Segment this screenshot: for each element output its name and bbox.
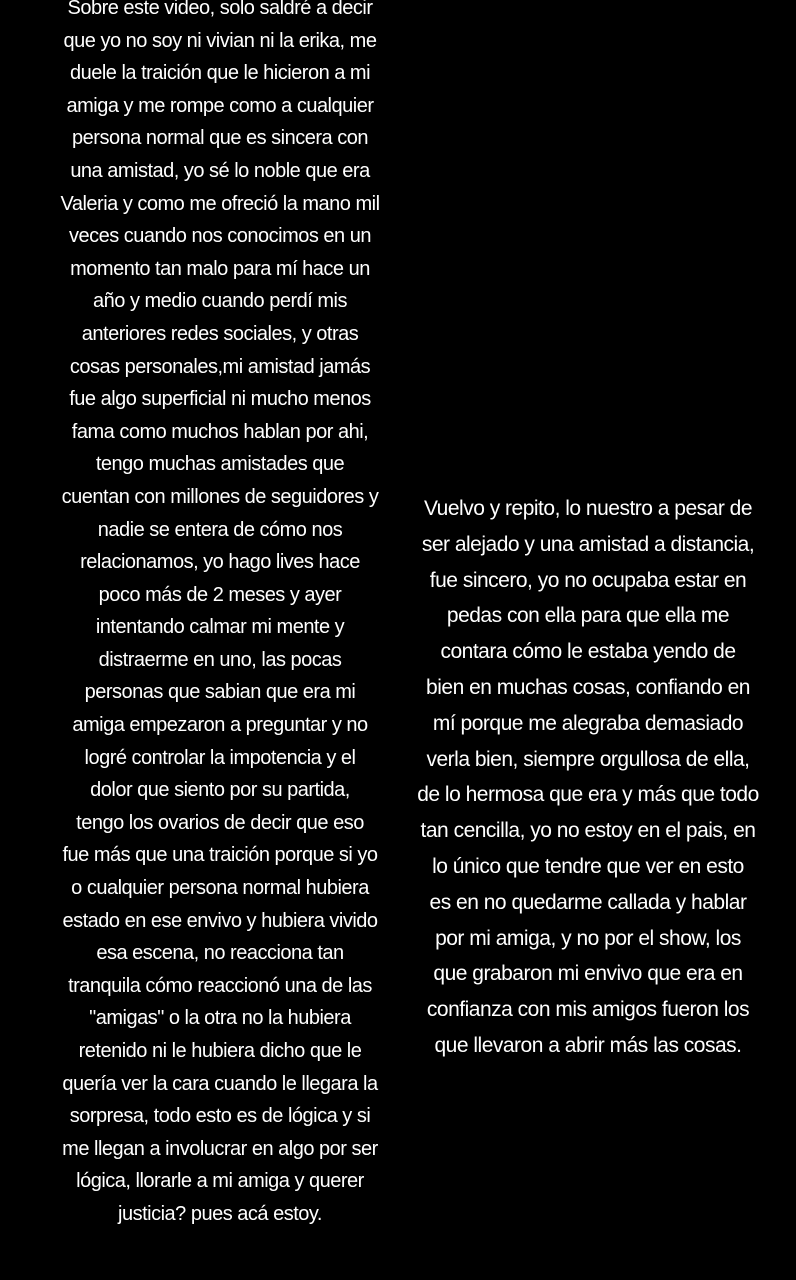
right-story-text: Vuelvo y repito, lo nuestro a pesar de ser alejado y una amistad a distancia, fue sincero, yo no ocupaba estar en pedas con ella para que ella me contara cómo le estaba yendo de bien en muchas cosas, confiando en mí porque me alegraba demasiado verla bien, siempre orgullosa de ella, de lo hermosa que era y más que todo tan cencilla, yo no estoy en el pais, en lo único que tendre que ver en esto es en no quedarme callada y hablar por mi amiga, y no por el show, los que grabaron mi envivo que era en confianza con mis amigos fueron los que llevaron a abrir más las cosas.: [417, 497, 759, 1057]
right-story-panel: [400, 0, 796, 1280]
left-story-text: Sobre este video, solo saldré a decir que yo no soy ni vivian ni la erika, me duele la traición que le hicieron a mi amiga y me rompe como a cualquier persona normal que es sincera con una amistad, yo sé lo noble que era Valeria y como me ofreció la mano mil veces cuando nos conocimos en un momento tan malo para mí hace un año y medio cuando perdí mis anteriores redes sociales, y otras cosas personales,mi amistad jamás fue algo superficial ni mucho menos fama como muchos hablan por ahi, tengo muchas amistades que cuentan con millones de seguidores y nadie se entera de cómo nos relacionamos, yo hago lives hace poco más de 2 meses y ayer intentando calmar mi mente y distraerme en uno, las pocas personas que sabian que era mi amiga empezaron a preguntar y no logré controlar la impotencia y el dolor que siento por su partida, tengo los ovarios de decir que eso fue más que una traición porque si yo o cualquier persona normal hubiera estado en ese envivo y hubiera vivido esa escena, no reacciona tan tranquila cómo reaccionó una de las "amigas" o la otra no la hubiera retenido ni le hubiera dicho que le quería ver la cara cuando le llegara la sorpresa, todo esto es de lógica y si me llegan a involucrar en algo por ser lógica, llorarle a mi amiga y querer justicia? pues acá estoy.: [60, 0, 380, 1225]
